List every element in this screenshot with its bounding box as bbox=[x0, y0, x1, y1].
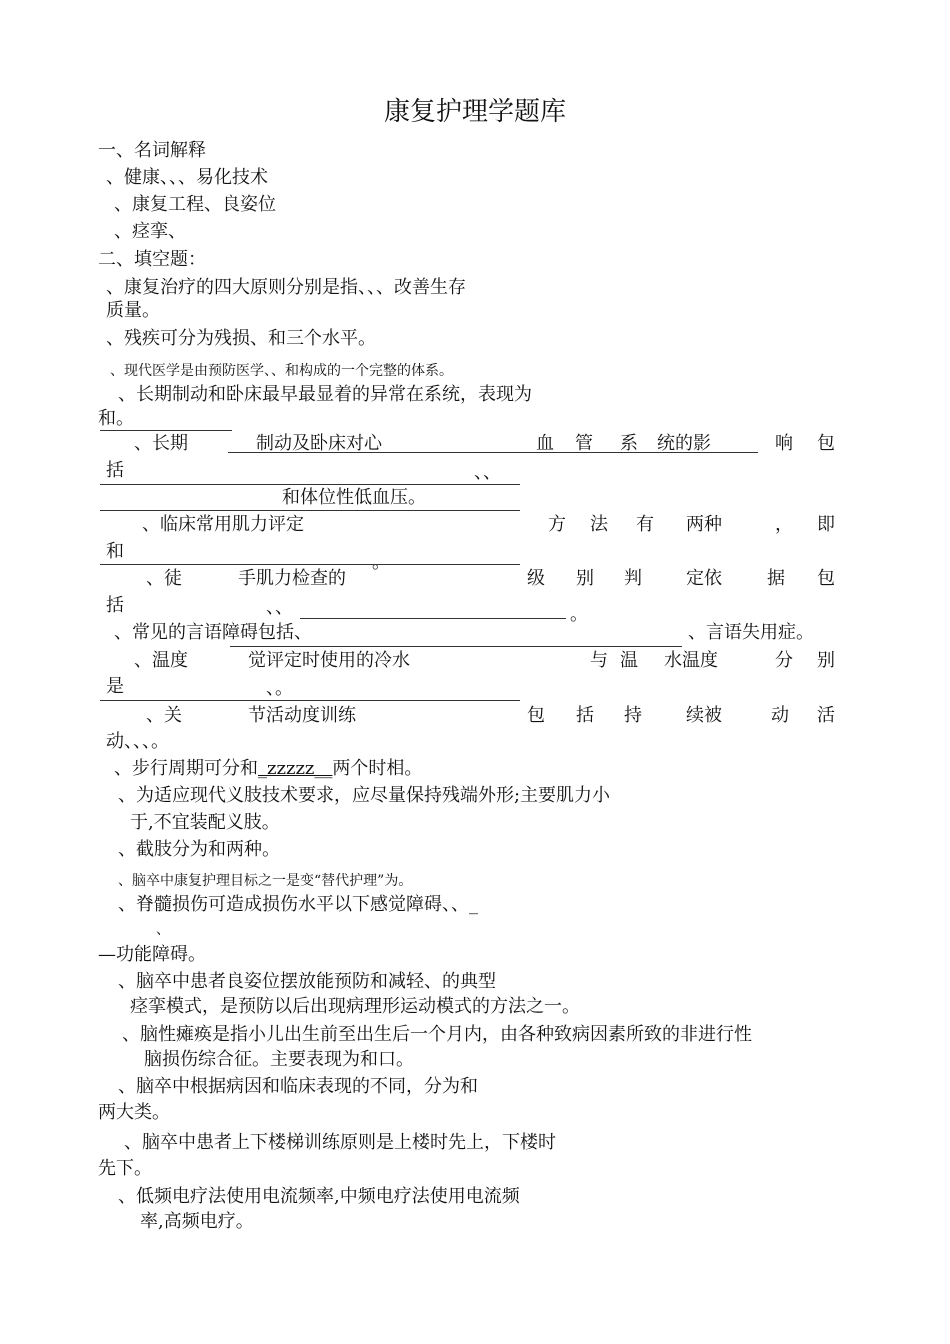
question-line: 续被 bbox=[686, 705, 722, 726]
question-line: 括 bbox=[106, 595, 124, 616]
question-line: 括 bbox=[106, 460, 124, 481]
question-line: 有 bbox=[636, 514, 654, 535]
question-text: 、步行周期可分和 bbox=[114, 758, 258, 779]
question-line: 、为适应现代义肢技术要求，应尽量保持残端外形;主要肌力小 bbox=[118, 785, 611, 806]
question-line: 和体位性低血压。 bbox=[282, 487, 426, 508]
answer-blank-line bbox=[100, 564, 520, 565]
question-line: 动、、、。 bbox=[106, 731, 169, 752]
question-line: 、现代医学是由预防医学、、和构成的一个完整的体系。 bbox=[110, 363, 453, 379]
question-line: 包 bbox=[527, 705, 545, 726]
question-line: 脑损伤综合征。主要表现为和口。 bbox=[144, 1049, 414, 1070]
question-line: 判 bbox=[624, 568, 642, 589]
question-line: 统的影 bbox=[657, 433, 711, 454]
answer-blank-line bbox=[100, 700, 520, 701]
question-line: 手肌力检查的 bbox=[238, 568, 346, 589]
question-line: 据 bbox=[767, 568, 785, 589]
question-line: 、脊髓损伤可造成损伤水平以下感觉障碍、、_ bbox=[118, 894, 478, 915]
question-line: 与 bbox=[590, 650, 608, 671]
question-line: 包 bbox=[817, 433, 835, 454]
question-line: 、脑卒中康复护理目标之一是变“替代护理”为。 bbox=[118, 873, 413, 889]
question-line: 、。 bbox=[266, 678, 293, 699]
question-line: 、截肢分为和两种。 bbox=[118, 839, 280, 860]
answer-blank-line bbox=[230, 646, 682, 647]
question-line: —功能障碍。 bbox=[98, 944, 206, 965]
question-line: 率,高频电疗。 bbox=[140, 1211, 254, 1232]
question-line: 觉评定时使用的冷水 bbox=[248, 650, 410, 671]
question-line: 、长期制动和卧床最早最显着的异常在系统，表现为 bbox=[118, 384, 532, 405]
question-line: 、残疾可分为残损、和三个水平。 bbox=[106, 328, 376, 349]
question-line: 别 bbox=[817, 650, 835, 671]
question-line: 质量。 bbox=[106, 300, 160, 321]
question-line bbox=[114, 758, 422, 780]
question-line: 、、 bbox=[474, 462, 501, 483]
answer-blank-line bbox=[100, 484, 520, 485]
question-line: 动 bbox=[771, 705, 789, 726]
question-line: 别 bbox=[576, 568, 594, 589]
question-line: 活 bbox=[817, 705, 835, 726]
question-line: 级 bbox=[527, 568, 545, 589]
question-line: 和 bbox=[106, 541, 124, 562]
question-text: 两个时相。 bbox=[332, 758, 423, 779]
question-line: 、健康、、、易化技术 bbox=[106, 167, 268, 188]
question-line: 括 bbox=[576, 705, 594, 726]
question-line: 、脑卒中患者良姿位摆放能预防和减轻、的典型 bbox=[118, 971, 496, 992]
question-line: 、低频电疗法使用电流频率,中频电疗法使用电流频 bbox=[118, 1186, 520, 1207]
question-line: 节活动度训练 bbox=[248, 705, 356, 726]
page-title: 康复护理学题库 bbox=[383, 97, 566, 127]
question-line: 包 bbox=[817, 568, 835, 589]
question-line: 系 bbox=[620, 433, 638, 454]
question-line: 血 bbox=[536, 433, 554, 454]
question-line: 两种 bbox=[686, 514, 722, 535]
question-line: 。 bbox=[570, 604, 588, 625]
question-line: 、痉挛、 bbox=[114, 221, 186, 242]
question-line: 先下。 bbox=[98, 1158, 152, 1179]
question-line: 、徒 bbox=[146, 568, 182, 589]
question-line: 制动及卧床对心 bbox=[256, 433, 382, 454]
question-line: 于,不宜装配义肢。 bbox=[130, 812, 280, 833]
question-line: 、脑卒中根据病因和临床表现的不同，分为和 bbox=[118, 1076, 478, 1097]
question-line: 、、 bbox=[266, 597, 293, 618]
question-line: 、关 bbox=[146, 705, 182, 726]
section-heading-fill-blank: 二、填空题： bbox=[98, 249, 206, 270]
question-line: 定依 bbox=[686, 568, 722, 589]
question-line: 、长期 bbox=[134, 433, 188, 454]
question-line: 温 bbox=[620, 650, 638, 671]
question-line: 是 bbox=[106, 676, 124, 697]
question-line: 和。 bbox=[98, 408, 134, 429]
question-line: 、康复治疗的四大原则分别是指、、、改善生存 bbox=[106, 277, 466, 298]
question-line: 方 bbox=[548, 514, 566, 535]
answer-blank-line bbox=[100, 510, 520, 511]
question-line: 持 bbox=[624, 705, 642, 726]
question-line: ， bbox=[775, 514, 793, 535]
question-line: 水温度 bbox=[664, 650, 718, 671]
answer-blank-line bbox=[228, 452, 758, 453]
answer-blank-line bbox=[100, 430, 232, 431]
question-line: 即 bbox=[817, 514, 835, 535]
question-line: 两大类。 bbox=[98, 1102, 170, 1123]
question-line: 痉挛模式，是预防以后出现病理形运动模式的方法之一。 bbox=[130, 996, 580, 1017]
section-heading-definitions: 一、名词解释 bbox=[98, 140, 206, 161]
question-line: 、常见的言语障碍包括、 bbox=[114, 622, 312, 643]
question-line: 管 bbox=[575, 433, 593, 454]
question-line: 。 bbox=[372, 552, 390, 573]
question-line: 分 bbox=[775, 650, 793, 671]
question-line: 响 bbox=[775, 433, 793, 454]
blank-fill: _zzzzz__ bbox=[258, 758, 333, 779]
answer-blank-line bbox=[300, 618, 566, 619]
question-line: 、 bbox=[156, 922, 170, 938]
question-line: 、康复工程、良姿位 bbox=[114, 194, 276, 215]
question-line: 、脑性瘫痪是指小儿出生前至出生后一个月内，由各种致病因素所致的非进行性 bbox=[122, 1024, 752, 1045]
question-line: 、临床常用肌力评定 bbox=[142, 514, 304, 535]
question-line: 、脑卒中患者上下楼梯训练原则是上楼时先上，下楼时 bbox=[124, 1132, 556, 1153]
question-line: 、言语失用症。 bbox=[688, 622, 814, 643]
question-line: 、温度 bbox=[134, 650, 188, 671]
question-line: 法 bbox=[590, 514, 608, 535]
